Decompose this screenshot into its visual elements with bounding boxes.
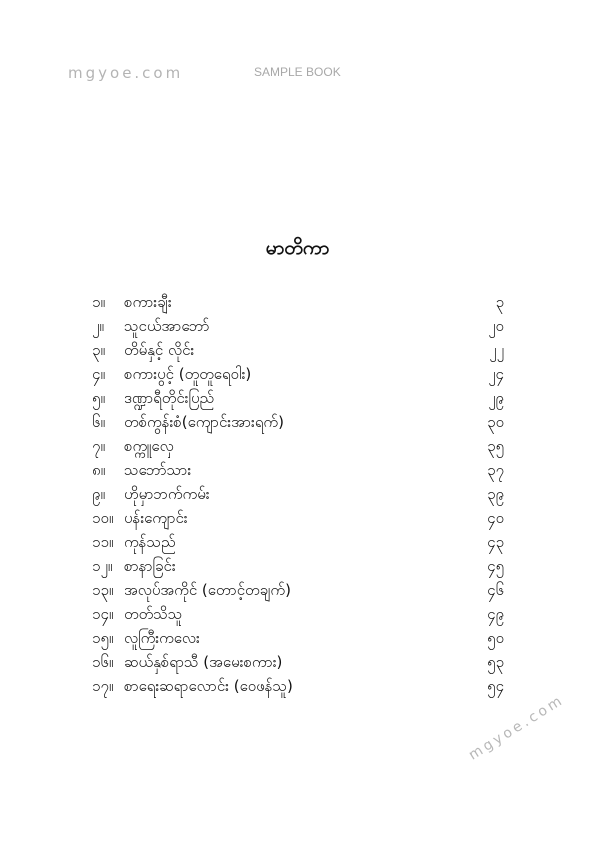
toc-entry[interactable] — [92, 458, 512, 482]
toc-entry-number: ၁၅။ — [92, 629, 114, 647]
toc-entry[interactable] — [92, 626, 512, 650]
toc-entry-title: လူကြီးကလေး — [124, 629, 200, 647]
toc-entry-title: စက္ကူလှေ — [124, 437, 174, 455]
toc-entry[interactable] — [92, 578, 512, 602]
toc-entry-number: ၁၃။ — [92, 581, 114, 599]
toc-entry-number: ၆။ — [92, 413, 105, 431]
toc-entry[interactable] — [92, 506, 512, 530]
toc-entry-number: ၇။ — [92, 437, 105, 455]
toc-entry-page: ၄၆ — [487, 581, 504, 599]
toc-entry-title: ပန်းကျောင်း — [124, 509, 188, 527]
toc-entry[interactable] — [92, 674, 512, 698]
toc-entry-number: ၁၂။ — [92, 557, 113, 575]
watermark-site-left: mgyoe.com — [68, 64, 184, 82]
toc-entry[interactable] — [92, 650, 512, 674]
toc-entry-title: တစ်ကွန်းစံ(ကျောင်းအားရက်) — [124, 413, 284, 431]
toc-entry-page: ၄၃ — [487, 533, 504, 551]
watermark-sample-book: SAMPLE BOOK — [254, 65, 341, 79]
toc-entry-number: ၁၆။ — [92, 653, 114, 671]
toc-entry-number: ၅။ — [92, 389, 105, 407]
toc-entry-number: ၁၇။ — [92, 677, 114, 695]
toc-entry[interactable] — [92, 314, 512, 338]
toc-entry[interactable] — [92, 602, 512, 626]
toc-entry-page: ၂၄ — [488, 365, 504, 383]
toc-entry-title: ဟိုမှာဘက်ကမ်း — [124, 485, 210, 503]
toc-entry-title: အလုပ်အကိုင် (တောင့်တချက်) — [124, 581, 291, 599]
toc-entry[interactable] — [92, 434, 512, 458]
toc-entry[interactable] — [92, 482, 512, 506]
toc-entry-page: ၃၀ — [487, 413, 504, 431]
toc-entry-page: ၅၀ — [487, 629, 504, 647]
toc-entry-number: ၃။ — [92, 341, 105, 359]
toc-entry[interactable] — [92, 386, 512, 410]
toc-entry-number: ၈။ — [92, 461, 106, 479]
toc-entry-number: ၂။ — [92, 317, 104, 335]
toc-list — [92, 290, 512, 698]
toc-entry-title: တတ်သိသူ — [124, 605, 183, 623]
toc-entry-page: ၂၂ — [489, 341, 504, 359]
toc-entry-title: တိမ်နှင့် လိုင်း — [124, 341, 195, 359]
toc-entry-title: ဆယ်နှစ်ရာသီ (အမေးစကား) — [124, 653, 283, 671]
toc-entry-page: ၅၄ — [487, 677, 504, 695]
toc-entry-title: စာနာခြင်း — [124, 557, 176, 575]
toc-entry-page: ၃၇ — [487, 461, 504, 479]
toc-entry-title: စာရေးဆရာလောင်း (ဝေဖန်သူ) — [124, 677, 293, 695]
toc-entry-number: ၉။ — [92, 485, 105, 503]
toc-entry[interactable] — [92, 554, 512, 578]
toc-entry-title: ဒဏ္ဍာရီတိုင်းပြည် — [124, 389, 215, 407]
toc-entry-page: ၄၅ — [487, 557, 504, 575]
toc-entry-number: ၁။ — [92, 293, 105, 311]
toc-entry-number: ၄။ — [92, 365, 105, 383]
toc-entry[interactable] — [92, 530, 512, 554]
toc-entry-number: ၁၁။ — [92, 533, 114, 551]
toc-entry[interactable] — [92, 410, 512, 434]
toc-entry-title: စကားချီး — [124, 293, 172, 311]
toc-entry-title: သူငယ်အာဘော် — [124, 317, 210, 335]
toc-entry-number: ၁၀။ — [92, 509, 114, 527]
toc-entry[interactable] — [92, 362, 512, 386]
toc-entry-page: ၂၉ — [488, 389, 504, 407]
toc-entry-page: ၄၉ — [487, 605, 504, 623]
toc-entry-page: ၃၅ — [487, 437, 504, 455]
toc-entry[interactable] — [92, 338, 512, 362]
toc-entry-page: ၅၃ — [487, 653, 504, 671]
toc-entry-title: သဘော်သား — [124, 461, 192, 479]
toc-entry-number: ၁၄။ — [92, 605, 114, 623]
toc-title: မာတိကာ — [265, 237, 330, 259]
toc-entry-page: ၃ — [495, 293, 504, 311]
toc-entry-page: ၄၀ — [487, 509, 504, 527]
toc-entry[interactable] — [92, 290, 512, 314]
watermark-site-diagonal: mgyoe.com — [466, 692, 568, 764]
toc-entry-title: စကားပွင့် (တူတူရေဝါး) — [124, 365, 252, 383]
toc-entry-page: ၃၉ — [487, 485, 504, 503]
toc-entry-page: ၂၀ — [488, 317, 504, 335]
toc-entry-title: ကုန်သည် — [124, 533, 176, 551]
